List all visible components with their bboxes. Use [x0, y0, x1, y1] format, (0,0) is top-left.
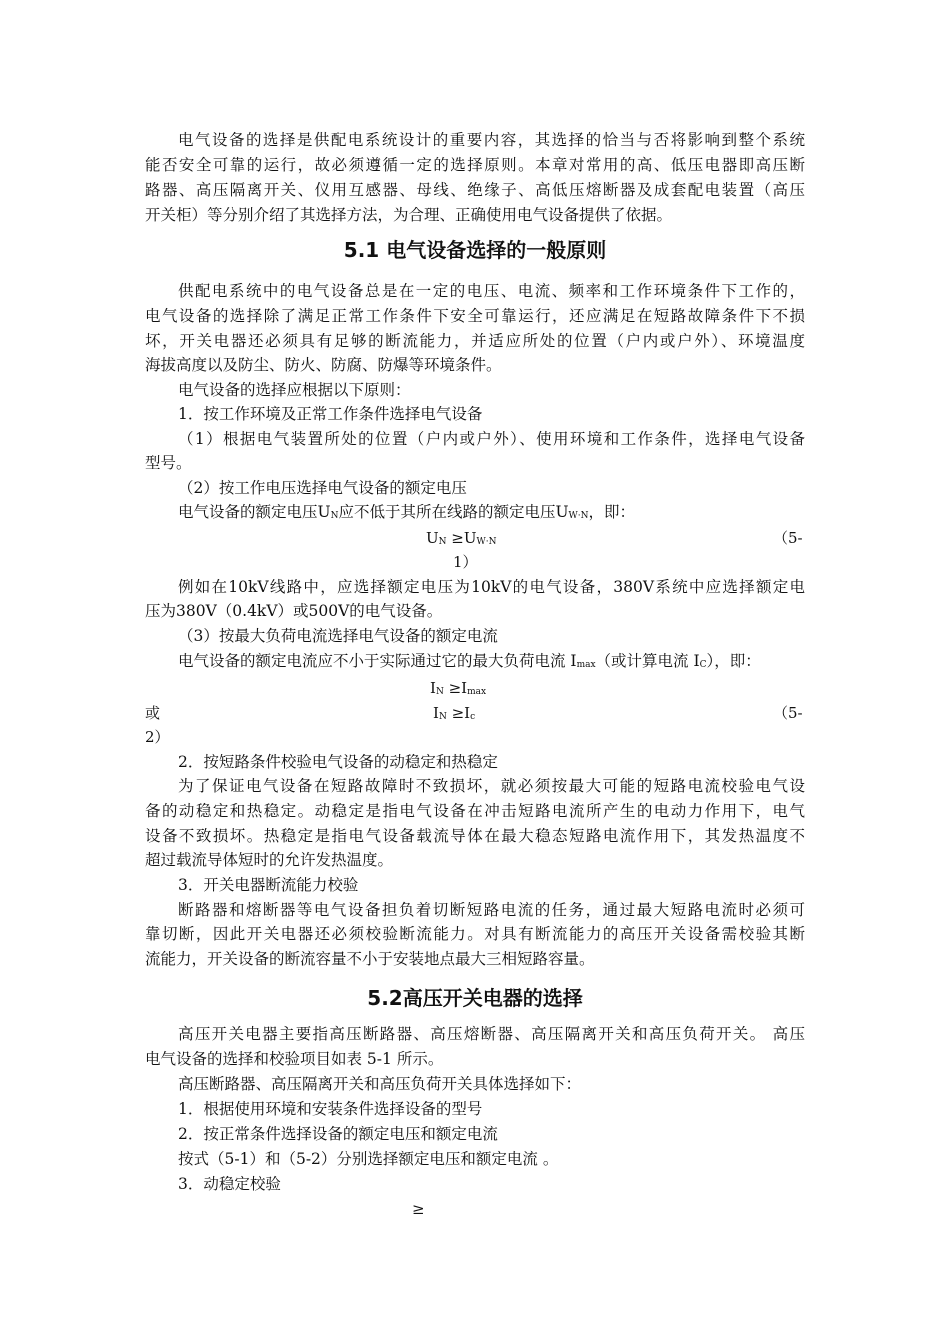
example-line-1: 例如在10kV线路中，应选择额定电压为10kV的电气设备，380V系统中应选择额定电 [178, 578, 805, 596]
s1-p3-line-3: 设备不致损坏。热稳定是指电气设备载流导体在最大稳态短路电流作用下，其发热温度不 [145, 827, 805, 845]
equation-5-1: $U_N \ge U_{W\cdot N}$ [426, 529, 497, 547]
equation-5-1-number-a: （5- [773, 529, 803, 547]
s2-item-3: 3．动稳定校验 [178, 1175, 281, 1193]
s1-p1-line-3: 坏，开关电器还必须具有足够的断流能力，并适应所处的位置（户内或户外）、环境温度 [145, 332, 805, 350]
s1-p3-line-1: 为了保证电气设备在短路故障时不致损坏，就必须按最大可能的短路电流校验电气设 [178, 777, 805, 795]
s1-p4-line-1: 断路器和熔断器等电气设备担负着切断短路电流的任务，通过最大短路电流时必须可 [178, 901, 805, 919]
s2-item-1: 1．根据使用环境和安装条件选择设备的型号 [178, 1100, 483, 1118]
s1-item-3: 3．开关电器断流能力校验 [178, 876, 359, 894]
s2-item-2: 2．按正常条件选择设备的额定电压和额定电流 [178, 1125, 498, 1143]
equation-5-2-a: $I_N \ge I_{max}$ [430, 679, 487, 697]
current-rule: 电气设备的额定电流应不小于实际通过它的最大负荷电流 $I_{max}$（或计算电流 $I_C$），即： [178, 652, 761, 670]
s1-item-2: 2．按短路条件校验电气设备的动稳定和热稳定 [178, 753, 498, 771]
s1-sub-2: （2）按工作电压选择电气设备的额定电压 [178, 479, 467, 497]
s1-sub-1-line-2: 型号。 [145, 454, 192, 472]
intro-line-2: 能否安全可靠的运行，故必须遵循一定的选择原则。本章对常用的高、低压电器即高压断 [145, 156, 805, 174]
s1-p3-line-4: 超过载流导体短时的允许发热温度。 [145, 851, 394, 869]
s1-p1-line-4: 海拔高度以及防尘、防火、防腐、防爆等环境条件。 [145, 356, 502, 374]
intro-line-4: 开关柜）等分别介绍了其选择方法，为合理、正确使用电气设备提供了依据。 [145, 206, 673, 224]
s2-item-2-text: 按式（5-1）和（5-2）分别选择额定电压和额定电流 。 [178, 1150, 559, 1168]
section-5-1-title: 5.1 电气设备选择的一般原则 [343, 238, 607, 262]
s1-p1-line-1: 供配电系统中的电气设备总是在一定的电压、电流、频率和工作环境条件下工作的， [178, 282, 805, 300]
s1-p4-line-3: 流能力，开关设备的断流容量不小于安装地点最大三相短路容量。 [145, 950, 595, 968]
s2-p1-line-1: 高压开关电器主要指高压断路器、高压熔断器、高压隔离开关和高压负荷开关。 高压 [178, 1025, 805, 1043]
s1-p2: 电气设备的选择应根据以下原则： [178, 381, 411, 399]
s2-p2: 高压断路器、高压隔离开关和高压负荷开关具体选择如下： [178, 1075, 582, 1093]
s2-p1-line-2: 电气设备的选择和校验项目如表 5-1 所示。 [145, 1050, 444, 1068]
ge-symbol: ≥ [412, 1200, 425, 1218]
s1-item-1: 1．按工作环境及正常工作条件选择电气设备 [178, 405, 483, 423]
equation-5-2-b: $I_N \ge I_c$ [433, 704, 476, 722]
example-line-2: 压为380V（0.4kV）或500V的电气设备。 [145, 602, 443, 620]
intro-line-3: 路器、高压隔离开关、仪用互感器、母线、绝缘子、高低压熔断器及成套配电装置（高压 [145, 181, 805, 199]
voltage-rule: 电气设备的额定电压$U_N$应不低于其所在线路的额定电压$U_{W\cdot N}$，即： [178, 503, 636, 521]
s1-p3-line-2: 备的动稳定和热稳定。动稳定是指电气设备在冲击短路电流所产生的电动力作用下，电气 [145, 802, 805, 820]
s1-p1-line-2: 电气设备的选择除了满足正常工作条件下安全可靠运行，还应满足在短路故障条件下不损 [145, 307, 805, 325]
section-5-2-title: 5.2高压开关电器的选择 [367, 986, 583, 1010]
equation-5-2-or: 或 [145, 704, 161, 722]
s1-sub-3: （3）按最大负荷电流选择电气设备的额定电流 [178, 627, 498, 645]
intro-line-1: 电气设备的选择是供配电系统设计的重要内容，其选择的恰当与否将影响到整个系统 [178, 131, 805, 149]
equation-5-1-number-b: 1） [453, 553, 478, 571]
equation-5-2-number-b: 2） [145, 728, 170, 746]
equation-5-2-number-a: （5- [773, 704, 803, 722]
s1-sub-1-line-1: （1）根据电气装置所处的位置（户内或户外）、使用环境和工作条件，选择电气设备 [178, 430, 805, 448]
s1-p4-line-2: 靠切断，因此开关电器还必须校验断流能力。对具有断流能力的高压开关设备需校验其断 [145, 925, 805, 943]
